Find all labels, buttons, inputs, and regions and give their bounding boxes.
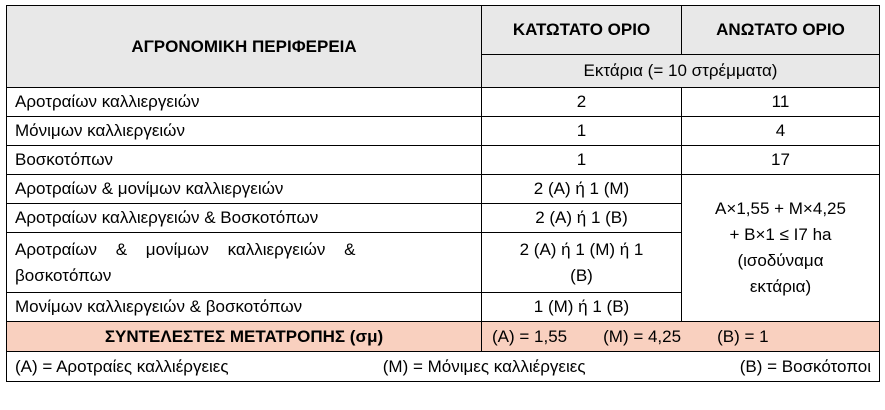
land-limits-table-container: [6, 5, 880, 382]
row-label: Αροτραίων καλλιεργειών & Βοσκοτόπων: [7, 204, 482, 233]
row-label: Μονίμων καλλιεργειών & βοσκοτόπων: [7, 293, 482, 322]
row-label: Βοσκοτόπων: [7, 146, 482, 175]
land-limits-table: [6, 5, 880, 382]
row-lower: 2 (Α) ή 1 (Β): [482, 204, 682, 233]
row-lower: 2: [482, 88, 682, 117]
row-upper: 17: [682, 146, 880, 175]
conversion-row: [7, 322, 880, 352]
row-label: Αροτραίων & μονίμων καλλιεργειών: [7, 175, 482, 204]
row-lower: 1 (Μ) ή 1 (Β): [482, 293, 682, 322]
row-upper: 11: [682, 88, 880, 117]
row-label-multiline: [7, 233, 482, 293]
legend-m: (Μ) = Μόνιμες καλλιέργειες: [382, 356, 586, 376]
header-upper-limit: ΑΝΩΤΑΤΟ ΟΡΙΟ: [682, 6, 880, 55]
header-region: ΑΓΡΟΝΟΜΙΚΗ ΠΕΡΙΦΕΡΕΙΑ: [7, 6, 482, 88]
row-lower: 1: [482, 117, 682, 146]
units-label: Εκτάρια (= 10 στρέμματα): [482, 55, 880, 88]
row-label: Αροτραίων καλλιεργειών: [7, 88, 482, 117]
legend-cell: [7, 352, 880, 382]
conversion-m: (Μ) = 4,25: [603, 326, 682, 346]
conversion-values: [482, 322, 880, 352]
combined-upper-line3: (ισοδύναμα: [737, 251, 824, 270]
row-label-line2: βοσκοτόπων: [15, 265, 112, 285]
legend-row: [7, 352, 880, 382]
table-row: [7, 117, 880, 146]
table-row: [7, 88, 880, 117]
header-lower-limit: ΚΑΤΩΤΑΤΟ ΟΡΙΟ: [482, 6, 682, 55]
row-lower: 1: [482, 146, 682, 175]
conversion-b: (Β) = 1: [717, 326, 769, 346]
row-label: Μόνιμων καλλιεργειών: [7, 117, 482, 146]
row-lower-multiline: [482, 233, 682, 293]
table-row: [7, 146, 880, 175]
row-upper: 4: [682, 117, 880, 146]
row-label-line1: Αροτραίων & μονίμων καλλιεργειών &: [15, 239, 356, 259]
row-lower-line1: 2 (Α) ή 1 (Μ) ή 1: [519, 239, 644, 259]
conversion-label: ΣΥΝΤΕΛΕΣΤΕΣ ΜΕΤΑΤΡΟΠΗΣ (σμ): [7, 322, 482, 352]
row-lower-line2: (Β): [570, 265, 593, 285]
combined-upper-line2: + Β×1 ≤ Ι7 ha: [729, 225, 832, 244]
legend-a: (Α) = Αροτραίες καλλιέργειες: [15, 356, 229, 376]
header-row: [7, 6, 880, 55]
combined-upper-line1: Α×1,55 + Μ×4,25: [715, 199, 846, 218]
combined-upper-limit: [682, 175, 880, 322]
table-row: [7, 175, 880, 204]
combined-upper-line4: εκτάρια): [749, 277, 812, 296]
conversion-a: (Α) = 1,55: [492, 326, 568, 346]
row-lower: 2 (Α) ή 1 (Μ): [482, 175, 682, 204]
legend-b: (Β) = Βοσκότοποι: [739, 356, 871, 376]
